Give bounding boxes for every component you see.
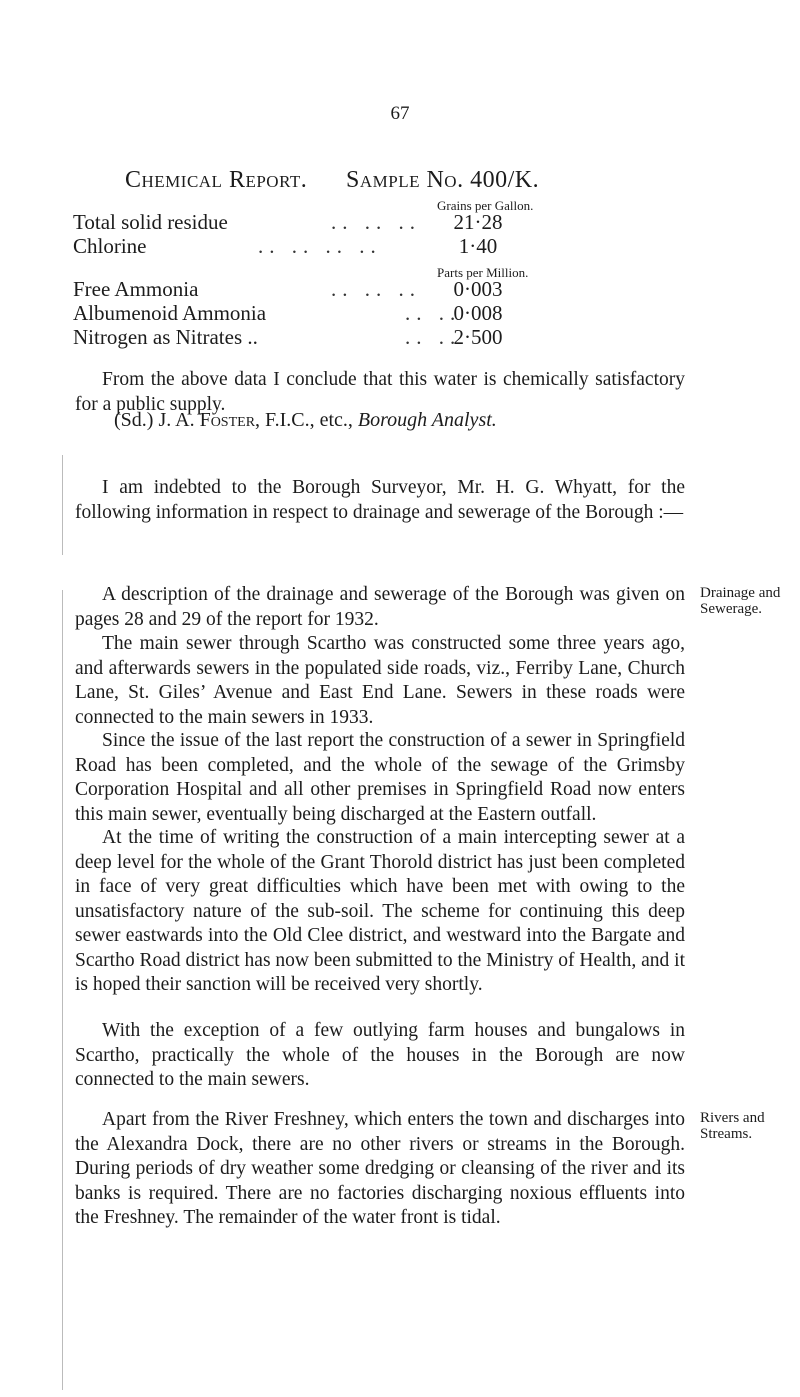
analysis-value: 0·003	[453, 277, 503, 301]
sample-number-heading: Sample No. 400/K.	[346, 167, 540, 193]
analysis-row	[73, 234, 523, 260]
signature-prefix: (Sd.) J. A.	[114, 409, 200, 431]
analyst-signature	[114, 409, 497, 432]
rivers-paragraph: Apart from the River Freshney, which enters the town and discharges into the Alexandra Dock, there are no other rivers or streams in the Borough. During periods of dry weather some dredging or cleansing of the river and its banks is required. There are no factories discharging noxious effluents into the Freshney. The remainder of the water front is tidal.	[75, 1109, 685, 1228]
page-number: 67	[390, 103, 410, 124]
analysis-label: Chlorine	[73, 234, 147, 258]
drainage-paragraph: At the time of writing the construction of a main intercepting sewer at a deep level for the whole of the Grant Thorold district has just been completed in face of very great difficulties which have been met with owing to the unsatisfactory nature of the sub-soil. The scheme for continuing this deep sewer eastwards into the Old Clee district, and westward into the Bargate and Scartho Road district has now been submitted to the Ministry of Health, and it is hoped their sanction will be received very shortly.	[75, 827, 685, 995]
margin-note-rivers: Rivers and Streams.	[700, 1110, 765, 1142]
analysis-label: Total solid residue	[73, 210, 228, 234]
analysis-value: 21·28	[453, 210, 503, 234]
analysis-label: Nitrogen as Nitrates ..	[73, 325, 258, 349]
intro-paragraph: I am indebted to the Borough Surveyor, Mr. H. G. Whyatt, for the following information in respect to drainage and sewerage of the Borough :—	[75, 477, 685, 523]
analysis-value: 1·40	[458, 234, 498, 258]
margin-rule	[62, 590, 63, 1390]
unit-parts-per-million: Parts per Million.	[437, 265, 529, 280]
analysis-label: Free Ammonia	[73, 277, 199, 301]
analyst-qualifications: , F.I.C., etc.,	[255, 409, 358, 431]
conclusion-paragraph: From the above data I conclude that this water is chemically satisfactory for a public supply.	[75, 369, 685, 415]
unit-grains-per-gallon: Grains per Gallon.	[437, 198, 534, 213]
drainage-paragraph: A description of the drainage and sewerage of the Borough was given on pages 28 and 29 of the report for 1932.	[75, 584, 685, 630]
analyst-title: Borough Analyst.	[357, 409, 497, 431]
margin-rule	[62, 455, 63, 555]
analyst-name: Foster	[199, 409, 256, 431]
analysis-row	[73, 301, 523, 327]
leader-dots: .. .. .. ..	[258, 234, 382, 258]
leader-dots: .. .. ..	[331, 210, 421, 234]
analysis-row	[73, 210, 523, 236]
drainage-paragraph: With the exception of a few outlying farm houses and bungalows in Scartho, practically the whole of the houses in the Borough are now connected to the main sewers.	[75, 1020, 685, 1090]
analysis-value: 0·008	[453, 301, 503, 325]
drainage-paragraph: Since the issue of the last report the construction of a sewer in Springfield Road has been completed, and the whole of the sewage of the Grimsby Corporation Hospital and all other premises in Springfield Road now enters this main sewer, eventually being discharged at the Eastern outfall.	[75, 730, 685, 825]
leader-dots: .. ..	[405, 301, 462, 325]
analysis-value: 2·500	[453, 325, 503, 349]
analysis-label: Albumenoid Ammonia	[73, 301, 267, 325]
margin-note-drainage: Drainage and Sewerage.	[700, 585, 781, 617]
leader-dots: .. ..	[405, 325, 462, 349]
chemical-report-heading: Chemical Report.	[125, 167, 308, 193]
drainage-paragraph: The main sewer through Scartho was constructed some three years ago, and afterwards sewers in the populated side roads, viz., Ferriby Lane, Church Lane, St. Giles’ Avenue and East End Lane. Sewers in these roads were connected to the main sewers in 1933.	[75, 633, 685, 728]
leader-dots: .. .. ..	[331, 277, 421, 301]
analysis-row	[73, 325, 523, 351]
analysis-row	[73, 277, 523, 303]
